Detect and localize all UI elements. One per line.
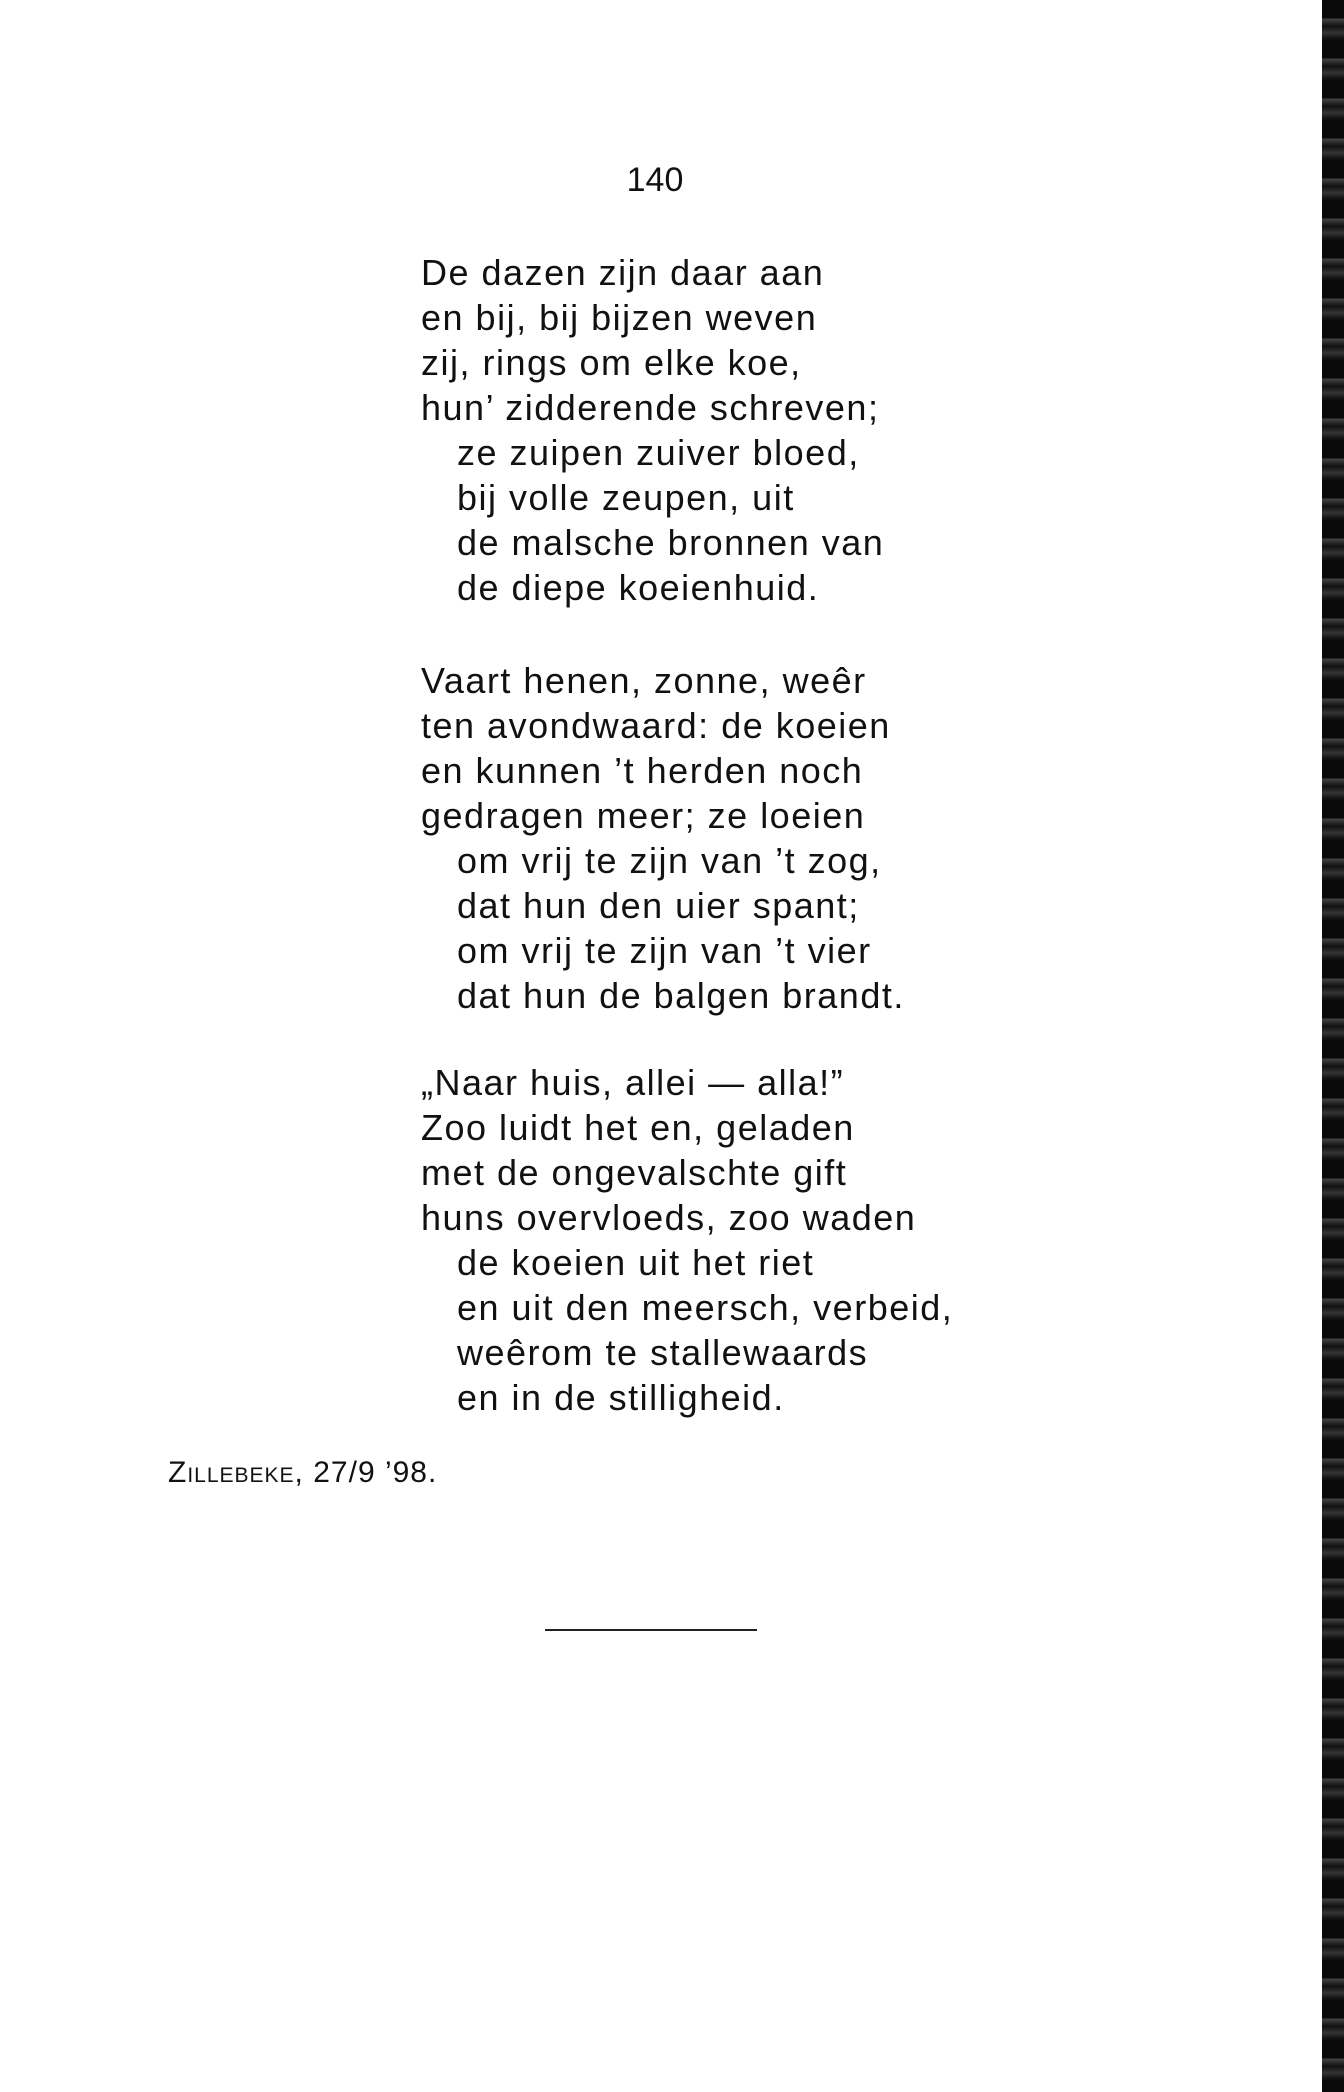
poem-line: zij, rings om elke koe, xyxy=(421,342,802,383)
poem-line-indented: en uit den meersch, verbeid, xyxy=(457,1287,954,1328)
section-divider xyxy=(545,1629,757,1631)
stanza-3 xyxy=(421,1060,981,1420)
signature-date: 27/9 ’98. xyxy=(313,1456,438,1489)
scanned-page-edge xyxy=(1322,0,1344,2092)
poem-line: en kunnen ’t herden noch xyxy=(421,750,864,791)
poem-line: huns overvloeds, zoo waden xyxy=(421,1197,917,1238)
stanza-2 xyxy=(421,658,981,1018)
poem-line-indented: om vrij te zijn van ’t zog, xyxy=(457,840,882,881)
poem-line: De dazen zijn daar aan xyxy=(421,252,825,293)
poem-line: „Naar huis, allei — alla!” xyxy=(421,1062,845,1103)
page-number: 140 xyxy=(626,161,684,199)
signature xyxy=(168,1453,437,1493)
poem-line: hun’ zidderende schreven; xyxy=(421,387,880,428)
poem-line: Vaart henen, zonne, weêr xyxy=(421,660,867,701)
poem-line: Zoo luidt het en, geladen xyxy=(421,1107,855,1148)
poem-line-indented: de koeien uit het riet xyxy=(457,1242,815,1283)
signature-place: Zillebeke, xyxy=(168,1456,304,1489)
poem-line-indented: weêrom te stallewaards xyxy=(457,1332,869,1373)
poem-line-indented: de diepe koeienhuid. xyxy=(457,567,820,608)
poem-line-indented: dat hun den uier spant; xyxy=(457,885,860,926)
poem-line-indented: de malsche bronnen van xyxy=(457,522,885,563)
poem-line-indented: dat hun de balgen brandt. xyxy=(457,975,905,1016)
poem-line-indented: om vrij te zijn van ’t vier xyxy=(457,930,872,971)
poem-line-indented: en in de stilligheid. xyxy=(457,1377,785,1418)
poem-line: gedragen meer; ze loeien xyxy=(421,795,866,836)
poem-line-indented: ze zuipen zuiver bloed, xyxy=(457,432,860,473)
poem-line-indented: bij volle zeupen, uit xyxy=(457,477,795,518)
poem-line: en bij, bij bijzen weven xyxy=(421,297,818,338)
poem-line: met de ongevalschte gift xyxy=(421,1152,848,1193)
poem-line: ten avondwaard: de koeien xyxy=(421,705,891,746)
stanza-1 xyxy=(421,250,981,610)
